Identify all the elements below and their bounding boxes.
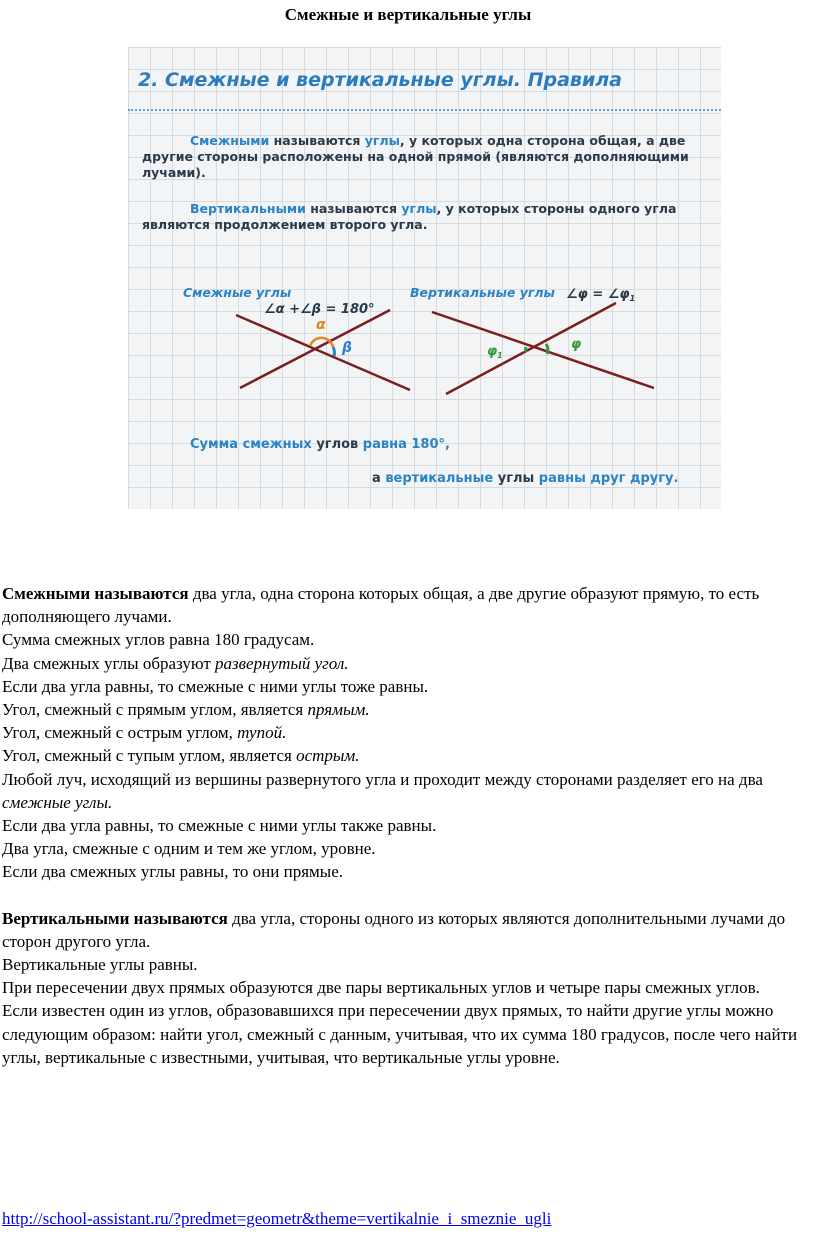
adjacent-formula: ∠α +∠β = 180° — [264, 302, 375, 317]
adjacent-rule: Любой луч, исходящий из вершины развернутого угла и проходит между сторонами разделяет его на два смежные углы. — [2, 769, 763, 812]
adjacent-rule: Два смежных углы образуют развернутый угол. — [2, 653, 349, 673]
adjacent-line-2 — [240, 310, 390, 388]
vertical-definition: Вертикальными называются два угла, стороны одного из которых являются дополнительными лучами до сторон другого угла. — [2, 908, 786, 951]
vertical-rule: Вертикальные углы равны. — [2, 955, 198, 975]
adjacent-rule: Угол, смежный с прямым углом, является прямым. — [2, 700, 370, 720]
source-link[interactable]: http://school-assistant.ru/?predmet=geometr&theme=vertikalnie_i_smeznie_ugli — [2, 1209, 552, 1228]
adjacent-rule: Два угла, смежные с одним и тем же углом, уровне. — [2, 839, 376, 859]
rules-slide-image — [128, 47, 721, 509]
beta-arc — [333, 347, 334, 356]
slide-sum-line: Сумма смежных углов равна 180°, — [190, 437, 450, 452]
term-adjacent: Смежными — [190, 133, 270, 148]
slide-def-adjacent: Смежными называются углы, у которых одна сторона общая, а две другие стороны расположены на одной прямой (являются дополняющими лучами). — [142, 133, 689, 180]
adjacent-rule: Угол, смежный с тупым углом, является острым. — [2, 746, 360, 766]
adjacent-rule: Если два смежных углы равны, то они прямые. — [2, 862, 344, 882]
adjacent-rule: Угол, смежный с острым углом, тупой. — [2, 723, 287, 743]
phi1-label: $\varphi_1$ — [487, 344, 503, 360]
slide-equal-line: а вертикальные углы равны друг другу. — [372, 471, 679, 486]
vertical-rule: Если известен один из углов, образовавшихся при пересечении двух прямых, то найти другие углы можно следующим образом: найти угол, смежный с данным, учитывая, что их сумма 180 градусов, после чего найти углы, вертикальные с известными, учитывая, что вертикальные углы уровне. — [2, 1001, 798, 1067]
adjacent-rule: Если два угла равны, то смежные с ними углы тоже равны. — [2, 676, 429, 696]
adjacent-rule: Если два угла равны, то смежные с ними углы также равны. — [2, 816, 437, 836]
adjacent-rule: Сумма смежных углов равна 180 градусам. — [2, 630, 315, 650]
phi-arc — [546, 344, 548, 354]
document-title: Смежные и вертикальные углы — [284, 5, 532, 24]
vertical-caption: Вертикальные углы — [410, 285, 555, 300]
adjacent-caption: Смежные углы — [183, 285, 292, 300]
alpha-label: α — [316, 317, 326, 333]
phi-label: φ — [571, 337, 582, 352]
vertical-line-1 — [432, 312, 654, 388]
vertical-line-2 — [446, 303, 616, 394]
term-vertical: Вертикальными — [190, 201, 306, 216]
vertical-formula: ∠φ = $\angle\varphi_1$ — [566, 287, 636, 303]
vertical-rule: При пересечении двух прямых образуются две пары вертикальных углов и четыре пары смежных углов. — [2, 978, 760, 998]
slide-heading: 2. Смежные и вертикальные углы. Правила — [138, 69, 622, 91]
slide-def-vertical: Вертикальными называются углы, у которых стороны одного угла являются продолжением второго угла. — [142, 201, 677, 232]
adjacent-definition: Смежными называются два угла, одна сторона которых общая, а две другие образуют прямую, то есть дополняющего лучами. — [2, 584, 760, 627]
beta-label: β — [342, 340, 353, 356]
document-body — [2, 582, 802, 1069]
